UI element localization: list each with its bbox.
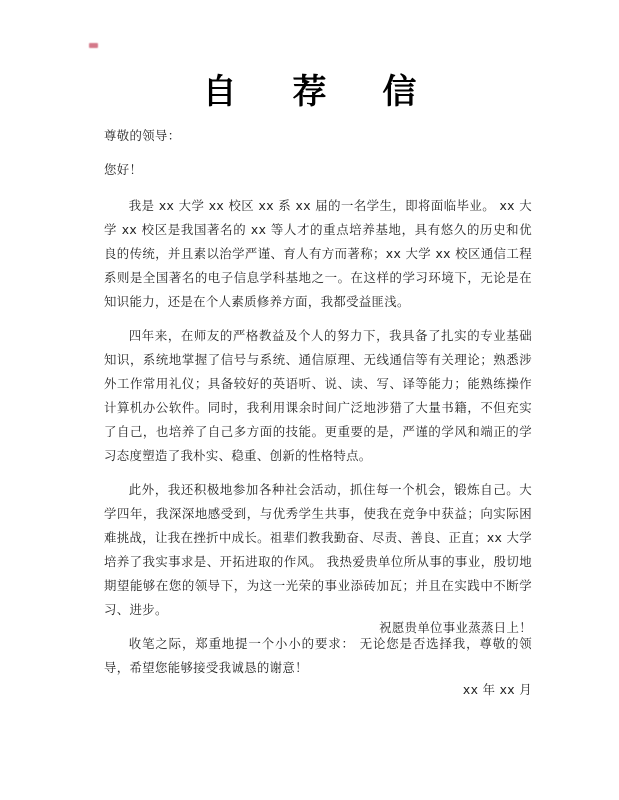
paragraph-2: 四年来，在师友的严格教益及个人的努力下，我具备了扎实的专业基础知识，系统地掌握了信号与系统、通信原理、无线通信等有关理论；熟悉涉外工作常用礼仪；具备较好的英语听、说、读、写、译等能力；能熟练操作计算机办公软件。同时，我利用课余时间广泛地涉猎了大量书籍，不但充实了自己，也培养了自己多方面的技能。更重要的是，严谨的学风和端正的学习态度塑造了我朴实、稳重、创新的性格特点。 (104, 328, 532, 463)
paragraph-4: 收笔之际，郑重地提一个小小的要求： 无论您是否选择我，尊敬的领导，希望您能够接受我诚恳的谢意！ (104, 636, 532, 675)
red-stamp-mark (89, 43, 98, 48)
page-title: 自 荐 信 (202, 72, 439, 112)
signature-date-line: xx 年 xx 月 (462, 682, 532, 697)
paragraph-3: 此外，我还积极地参加各种社会活动，抓住每一个机会，锻炼自己。大学四年，我深深地感受到，与优秀学生共事，使我在竞争中获益；向实际困难挑战，让我在挫折中成长。祖辈们教我勤奋、尽责、善良、正直；xx 大学培养了我实事求是、开拓进取的作风。 我热爱贵单位所从事的事业，殷切地期望能够在您的领导下，为这一光荣的事业添砖加瓦；并且在实践中不断学习、进步。 (104, 482, 532, 617)
salutation-line: 尊敬的领导： (104, 128, 181, 143)
greeting-line: 您好！ (104, 162, 143, 177)
letter-body (104, 124, 532, 690)
paragraph-1: 我是 xx 大学 xx 校区 xx 系 xx 届的一名学生，即将面临毕业。 xx 大学 xx 校区是我国著名的 xx 等人才的重点培养基地，具有悠久的历史和优良的传统，并且素以治学严谨、育人有方而著称；xx 大学 xx 校区通信工程系则是全国著名的电子信息学科基地之一。在这样的学习环境下，无论是在知识能力，还是在个人素质修养方面，我都受益匪浅。 (104, 198, 532, 309)
closing-wish-line: 祝愿贵单位事业蒸蒸日上！ (379, 620, 532, 635)
